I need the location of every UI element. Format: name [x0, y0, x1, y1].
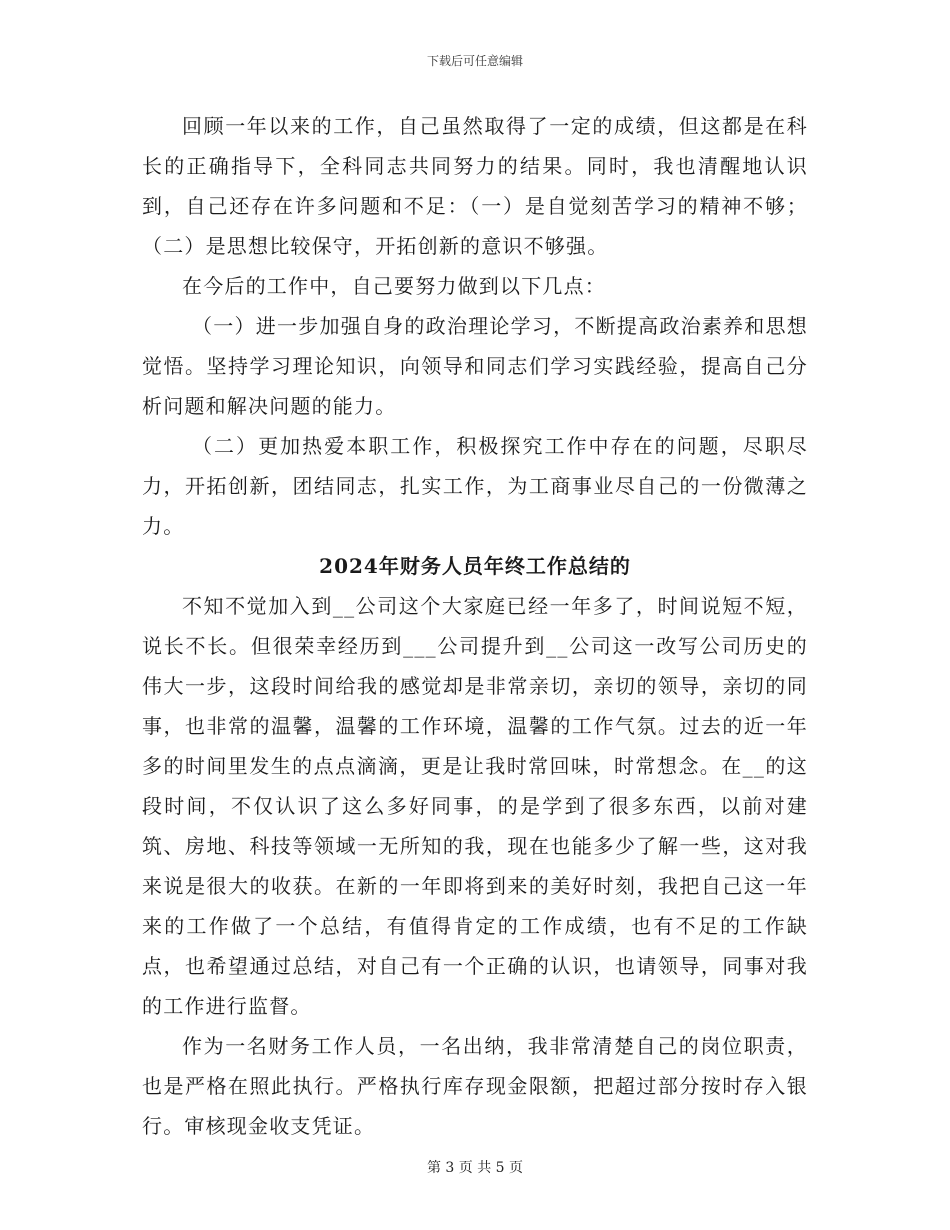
document-body — [142, 106, 808, 1146]
paragraph-review: 回顾一年以来的工作，自己虽然取得了一定的成绩，但这都是在科长的正确指导下，全科同志共同努力的结果。同时，我也清醒地认识到，自己还存在许多问题和不足：（一）是自觉刻苦学习的精神不够；（二）是思想比较保守，开拓创新的意识不够强。 — [142, 114, 808, 258]
paragraph-intro: 不知不觉加入到__公司这个大家庭已经一年多了，时间说短不短，说长不长。但很荣幸经历到___公司提升到__公司这一改写公司历史的伟大一步，这段时间给我的感觉却是非常亲切，亲切的领导，亲切的同事，也非常的温馨，温馨的工作环境，温馨的工作气氛。过去的近一年多的时间里发生的点点滴滴，更是让我时常回味，时常想念。在__的这段时间，不仅认识了这么多好同事，的是学到了很多东西，以前对建筑、房地、科技等领域一无所知的我，现在也能多少了解一些，这对我来说是很大的收获。在新的一年即将到来的美好时刻，我把自己这一年来的工作做了一个总结，有值得肯定的工作成绩，也有不足的工作缺点，也希望通过总结，对自己有一个正确的认识，也请领导，同事对我的工作进行监督。 — [142, 594, 808, 1018]
paragraph-point-2: （二）更加热爱本职工作，积极探究工作中存在的问题，尽职尽力，开拓创新，团结同志，扎实工作，为工商事业尽自己的一份微薄之力。 — [142, 434, 808, 538]
paragraph-point-1: （一）进一步加强自身的政治理论学习，不断提高政治素养和思想觉悟。坚持学习理论知识，向领导和同志们学习实践经验，提高自己分析问题和解决问题的能力。 — [142, 314, 808, 418]
page-header: 下载后可任意编辑 — [426, 54, 523, 68]
page-footer: 第 3 页 共 5 页 — [426, 1160, 524, 1176]
section-title: 2024年财务人员年终工作总结的 — [319, 554, 631, 578]
paragraph-future-intro: 在今后的工作中，自己要努力做到以下几点： — [182, 274, 606, 298]
paragraph-duties: 作为一名财务工作人员，一名出纳，我非常清楚自己的岗位职责，也是严格在照此执行。严格执行库存现金限额，把超过部分按时存入银行。审核现金收支凭证。 — [142, 1034, 808, 1138]
